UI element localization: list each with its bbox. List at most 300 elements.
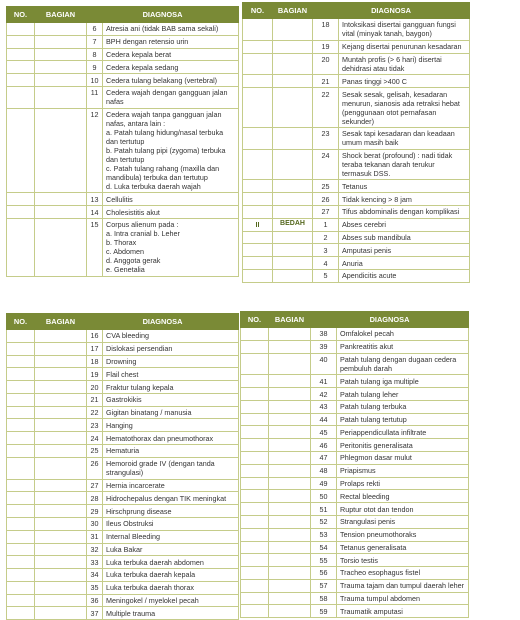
cell-no: [7, 479, 35, 492]
diagnosa-text: [103, 86, 239, 108]
diagnosa-text: [337, 426, 469, 439]
diagnosa-number: 6: [87, 23, 103, 36]
cell-no: [7, 406, 35, 419]
diagnosa-label: Drowning: [106, 356, 137, 366]
diagnosa-label: Hernia incarcerate: [106, 480, 165, 490]
header-no: NO.: [7, 314, 35, 330]
diagnosa-number: 36: [87, 594, 103, 607]
diagnosa-label: Hidrochepalus dengan TIK meningkat: [106, 493, 227, 503]
cell-bagian: [269, 413, 311, 426]
diagnosa-subitem: c. Abdomen: [106, 247, 144, 257]
diagnosa-subitem: a. Intra cranial b. Leher: [106, 229, 180, 239]
diagnosa-label: Priapismus: [340, 466, 376, 476]
cell-no: [243, 53, 273, 75]
table-row: [7, 445, 239, 458]
table-row: [7, 48, 239, 61]
cell-bagian: [269, 567, 311, 580]
cell-no: [7, 86, 35, 108]
diagnosa-label: Corpus alienum pada :: [106, 220, 179, 230]
cell-bagian: [35, 74, 87, 87]
cell-no: [243, 180, 273, 193]
diagnosa-label: Patah tulang iga multiple: [340, 376, 419, 386]
cell-no: [241, 541, 269, 554]
diagnosa-number: 24: [313, 149, 339, 180]
diagnosa-label: Panas tinggi >400 C: [342, 76, 407, 86]
cell-no: [243, 257, 273, 270]
diagnosa-label: Trauma tajam dan tumpul daerah leher: [340, 581, 464, 591]
cell-no: [241, 503, 269, 516]
table-row: [243, 244, 470, 257]
diagnosa-text: [103, 594, 239, 607]
header-no: NO.: [7, 7, 35, 23]
diagnosa-label: Cholesistitis akut: [106, 207, 160, 217]
diagnosa-text: [339, 231, 470, 244]
cell-bagian: [269, 400, 311, 413]
diagnosa-number: 18: [313, 19, 339, 41]
diagnosa-number: 58: [311, 592, 337, 605]
table-row: [7, 479, 239, 492]
diagnosa-label: Trauma tumpul abdomen: [340, 594, 421, 604]
cell-bagian: [269, 541, 311, 554]
header-diagnosa: DIAGNOSA: [311, 312, 469, 328]
diagnosa-number: 5: [313, 269, 339, 282]
cell-bagian: [35, 457, 87, 479]
diagnosa-label: Abses sub mandibula: [342, 232, 411, 242]
diagnosa-text: [103, 35, 239, 48]
diagnosa-label: Cellulitis: [106, 194, 133, 204]
diagnosa-number: 44: [311, 413, 337, 426]
table-row: [7, 393, 239, 406]
cell-bagian: [273, 53, 313, 75]
diagnosa-number: 39: [311, 340, 337, 353]
cell-bagian: [273, 193, 313, 206]
cell-bagian: [273, 149, 313, 180]
header-no: NO.: [241, 312, 269, 328]
table-header-row: [243, 3, 470, 19]
diagnosa-table-3: [6, 313, 239, 620]
table-row: [243, 88, 470, 128]
cell-no: [243, 149, 273, 180]
table-row: [241, 592, 469, 605]
diagnosa-number: 18: [87, 355, 103, 368]
diagnosa-text: [339, 218, 470, 231]
table-row: [7, 330, 239, 343]
cell-bagian: [35, 581, 87, 594]
diagnosa-text: [103, 505, 239, 518]
cell-bagian: BEDAH: [273, 218, 313, 231]
diagnosa-label: Luka Bakar: [106, 544, 143, 554]
diagnosa-text: [339, 257, 470, 270]
table-row: [7, 342, 239, 355]
table-row: [7, 206, 239, 219]
table-row: [7, 406, 239, 419]
diagnosa-number: 20: [313, 53, 339, 75]
diagnosa-label: Abses cerebri: [342, 220, 386, 230]
diagnosa-subitem: c. Patah tulang rahang (maxilla dan mandibula) terbuka dan tertutup: [106, 164, 220, 183]
diagnosa-label: Phlegmon dasar mulut: [340, 453, 412, 463]
cell-bagian: [35, 342, 87, 355]
cell-bagian: [269, 477, 311, 490]
table-row: [243, 206, 470, 219]
header-no: NO.: [243, 3, 273, 19]
cell-bagian: [35, 556, 87, 569]
diagnosa-text: [339, 193, 470, 206]
cell-no: [7, 492, 35, 505]
cell-bagian: [269, 353, 311, 375]
table-row: [7, 569, 239, 582]
diagnosa-label: Apendicitis acute: [342, 271, 397, 281]
cell-no: [7, 35, 35, 48]
table-row: [241, 328, 469, 341]
table-row: [241, 605, 469, 618]
diagnosa-number: 59: [311, 605, 337, 618]
cell-no: [243, 40, 273, 53]
cell-no: [241, 477, 269, 490]
table-row: [243, 193, 470, 206]
cell-no: [241, 528, 269, 541]
table-row: [7, 381, 239, 394]
header-bagian: BAGIAN: [35, 314, 87, 330]
diagnosa-text: [103, 206, 239, 219]
diagnosa-number: 51: [311, 503, 337, 516]
table-row: [241, 567, 469, 580]
diagnosa-number: 57: [311, 579, 337, 592]
cell-no: [243, 244, 273, 257]
diagnosa-label: Sesak tapi kesadaran dan keadaan umum masih baik: [342, 129, 455, 148]
cell-no: [241, 515, 269, 528]
cell-bagian: [273, 244, 313, 257]
diagnosa-text: [103, 492, 239, 505]
diagnosa-text: [337, 375, 469, 388]
cell-bagian: [269, 340, 311, 353]
diagnosa-text: [337, 328, 469, 341]
table-row: [243, 127, 470, 149]
cell-bagian: [269, 515, 311, 528]
cell-no: [7, 355, 35, 368]
diagnosa-number: 4: [313, 257, 339, 270]
diagnosa-text: [103, 517, 239, 530]
cell-bagian: [35, 406, 87, 419]
table-row: [243, 257, 470, 270]
diagnosa-number: 17: [87, 342, 103, 355]
table-row: [7, 419, 239, 432]
cell-bagian: [35, 86, 87, 108]
diagnosa-number: 29: [87, 505, 103, 518]
cell-bagian: [269, 528, 311, 541]
diagnosa-number: 34: [87, 569, 103, 582]
diagnosa-subitem: b. Thorax: [106, 238, 137, 248]
cell-bagian: [35, 479, 87, 492]
cell-no: [7, 569, 35, 582]
diagnosa-number: 16: [87, 330, 103, 343]
table-row: [241, 464, 469, 477]
diagnosa-label: Tidak kencing > 8 jam: [342, 194, 412, 204]
cell-no: II: [243, 218, 273, 231]
diagnosa-text: [103, 74, 239, 87]
diagnosa-text: [103, 543, 239, 556]
diagnosa-text: [103, 432, 239, 445]
cell-bagian: [269, 328, 311, 341]
diagnosa-label: Luka terbuka daerah thorax: [106, 583, 194, 593]
cell-bagian: [35, 23, 87, 36]
diagnosa-label: Pankreatitis akut: [340, 342, 394, 352]
diagnosa-text: [103, 530, 239, 543]
cell-no: [7, 594, 35, 607]
cell-bagian: [273, 231, 313, 244]
cell-no: [7, 543, 35, 556]
cell-bagian: [35, 61, 87, 74]
diagnosa-label: Gigitan binatang / manusia: [106, 408, 192, 418]
diagnosa-label: BPH dengan retensio urin: [106, 37, 189, 47]
cell-no: [241, 375, 269, 388]
diagnosa-label: Patah tulang leher: [340, 389, 399, 399]
cell-no: [7, 219, 35, 277]
cell-bagian: [35, 607, 87, 620]
cell-bagian: [35, 530, 87, 543]
cell-no: [243, 193, 273, 206]
diagnosa-number: 26: [87, 457, 103, 479]
diagnosa-text: [337, 592, 469, 605]
cell-no: [7, 505, 35, 518]
diagnosa-number: 22: [87, 406, 103, 419]
diagnosa-number: 53: [311, 528, 337, 541]
diagnosa-number: 32: [87, 543, 103, 556]
diagnosa-text: [103, 393, 239, 406]
cell-bagian: [35, 594, 87, 607]
cell-bagian: [35, 108, 87, 193]
table-row: [7, 355, 239, 368]
diagnosa-text: [103, 342, 239, 355]
cell-no: [7, 393, 35, 406]
diagnosa-text: [103, 445, 239, 458]
diagnosa-number: 42: [311, 388, 337, 401]
diagnosa-number: 1: [313, 218, 339, 231]
diagnosa-label: Cedera tulang belakang (vertebral): [106, 75, 218, 85]
diagnosa-number: 15: [87, 219, 103, 277]
diagnosa-label: Traumatik amputasi: [340, 606, 403, 616]
cell-bagian: [273, 180, 313, 193]
diagnosa-number: 37: [87, 607, 103, 620]
diagnosa-text: [103, 556, 239, 569]
table-row: [7, 607, 239, 620]
diagnosa-label: Cedera kepala berat: [106, 49, 172, 59]
cell-no: [241, 340, 269, 353]
cell-bagian: [35, 48, 87, 61]
diagnosa-sublist: [106, 128, 235, 191]
diagnosa-label: Internal Bleeding: [106, 532, 160, 542]
diagnosa-number: 41: [311, 375, 337, 388]
cell-no: [7, 330, 35, 343]
diagnosa-subitem: a. Patah tulang hidung/nasal terbuka dan tertutup: [106, 128, 224, 147]
diagnosa-label: Hanging: [106, 420, 133, 430]
cell-no: [7, 419, 35, 432]
diagnosa-label: Rectal bleeding: [340, 491, 390, 501]
diagnosa-number: 35: [87, 581, 103, 594]
cell-no: [241, 400, 269, 413]
diagnosa-number: 24: [87, 432, 103, 445]
cell-no: [7, 457, 35, 479]
diagnosa-number: 31: [87, 530, 103, 543]
cell-no: [241, 490, 269, 503]
diagnosa-number: 27: [87, 479, 103, 492]
table-header-row: [7, 314, 239, 330]
cell-bagian: [273, 88, 313, 128]
diagnosa-number: 22: [313, 88, 339, 128]
table-row: [7, 108, 239, 193]
diagnosa-text: [339, 75, 470, 88]
table-row: [243, 53, 470, 75]
diagnosa-number: 2: [313, 231, 339, 244]
diagnosa-text: [337, 413, 469, 426]
cell-bagian: [269, 503, 311, 516]
table-row: [241, 490, 469, 503]
table-row: [241, 388, 469, 401]
diagnosa-label: Hemoroid grade IV (dengan tanda strangulasi): [106, 459, 215, 478]
cell-bagian: [269, 375, 311, 388]
diagnosa-text: [337, 439, 469, 452]
table-row: [243, 180, 470, 193]
diagnosa-label: Anuria: [342, 258, 363, 268]
cell-no: [7, 432, 35, 445]
diagnosa-label: Amputasi penis: [342, 245, 392, 255]
diagnosa-number: 55: [311, 554, 337, 567]
diagnosa-text: [337, 528, 469, 541]
diagnosa-label: Intoksikasi disertai gangguan fungsi vital (minyak tanah, baygon): [342, 20, 456, 39]
cell-no: [7, 23, 35, 36]
table-row: [7, 86, 239, 108]
header-diagnosa: DIAGNOSA: [87, 7, 239, 23]
table-row: [241, 353, 469, 375]
cell-bagian: [35, 432, 87, 445]
diagnosa-text: [337, 554, 469, 567]
table-row: [241, 340, 469, 353]
cell-bagian: [35, 368, 87, 381]
cell-no: [241, 413, 269, 426]
cell-bagian: [273, 206, 313, 219]
header-bagian: BAGIAN: [269, 312, 311, 328]
cell-no: [7, 48, 35, 61]
diagnosa-text: [339, 149, 470, 180]
table-row: [7, 492, 239, 505]
diagnosa-number: 23: [87, 419, 103, 432]
cell-bagian: [35, 505, 87, 518]
table-row: [241, 541, 469, 554]
diagnosa-number: 38: [311, 328, 337, 341]
diagnosa-number: 21: [87, 393, 103, 406]
cell-bagian: [35, 393, 87, 406]
diagnosa-number: 47: [311, 452, 337, 465]
diagnosa-text: [337, 541, 469, 554]
diagnosa-text: [337, 567, 469, 580]
diagnosa-number: 9: [87, 61, 103, 74]
cell-no: [7, 206, 35, 219]
diagnosa-text: [103, 23, 239, 36]
cell-bagian: [35, 35, 87, 48]
diagnosa-subitem: e. Genetalia: [106, 265, 145, 275]
cell-no: [241, 464, 269, 477]
table-row: [241, 528, 469, 541]
table-header-row: [241, 312, 469, 328]
diagnosa-number: 7: [87, 35, 103, 48]
diagnosa-text: [337, 490, 469, 503]
diagnosa-label: Atresia ani (tidak BAB sama sekali): [106, 24, 219, 34]
cell-bagian: [273, 75, 313, 88]
cell-bagian: [269, 592, 311, 605]
diagnosa-text: [103, 569, 239, 582]
cell-bagian: [269, 579, 311, 592]
cell-bagian: [35, 355, 87, 368]
cell-no: [7, 342, 35, 355]
diagnosa-number: 49: [311, 477, 337, 490]
cell-bagian: [273, 40, 313, 53]
table-row: [7, 219, 239, 277]
table-row: [7, 581, 239, 594]
diagnosa-subitem: d. Luka terbuka daerah wajah: [106, 182, 201, 192]
table-row: [241, 400, 469, 413]
diagnosa-text: [339, 269, 470, 282]
header-diagnosa: DIAGNOSA: [313, 3, 470, 19]
diagnosa-text: [103, 193, 239, 206]
diagnosa-subitem: d. Anggota gerak: [106, 256, 161, 266]
table-row: [7, 61, 239, 74]
diagnosa-number: 28: [87, 492, 103, 505]
cell-no: [241, 452, 269, 465]
cell-bagian: [35, 206, 87, 219]
cell-bagian: [269, 452, 311, 465]
table-row: [243, 149, 470, 180]
diagnosa-label: Periappendicullata infiltrate: [340, 427, 427, 437]
diagnosa-label: Cedera wajah tanpa gangguan jalan nafas, antara lain :: [106, 110, 222, 129]
table-row: [7, 368, 239, 381]
cell-bagian: [269, 439, 311, 452]
cell-no: [241, 579, 269, 592]
table-row: [241, 515, 469, 528]
diagnosa-label: Tetanus generalisata: [340, 542, 407, 552]
diagnosa-text: [339, 180, 470, 193]
cell-no: [7, 530, 35, 543]
diagnosa-text: [103, 48, 239, 61]
diagnosa-label: Cedera wajah dengan gangguan jalan nafas: [106, 88, 228, 107]
cell-no: [7, 556, 35, 569]
diagnosa-label: Tetanus: [342, 181, 368, 191]
diagnosa-number: 12: [87, 108, 103, 193]
diagnosa-text: [339, 53, 470, 75]
diagnosa-number: 54: [311, 541, 337, 554]
diagnosa-label: Cedera kepala sedang: [106, 62, 179, 72]
diagnosa-number: 52: [311, 515, 337, 528]
diagnosa-text: [337, 340, 469, 353]
diagnosa-text: [339, 244, 470, 257]
cell-bagian: [269, 490, 311, 503]
diagnosa-text: [337, 353, 469, 375]
diagnosa-text: [103, 381, 239, 394]
diagnosa-label: Patah tulang tertutup: [340, 415, 407, 425]
diagnosa-text: [339, 19, 470, 41]
diagnosa-text: [339, 206, 470, 219]
diagnosa-label: Dislokasi persendian: [106, 344, 173, 354]
table-header-row: [7, 7, 239, 23]
table-row: [243, 231, 470, 244]
diagnosa-number: 30: [87, 517, 103, 530]
diagnosa-text: [337, 477, 469, 490]
diagnosa-number: 19: [313, 40, 339, 53]
diagnosa-label: Torsio testis: [340, 555, 378, 565]
cell-bagian: [35, 381, 87, 394]
diagnosa-number: 13: [87, 193, 103, 206]
table-row: [7, 23, 239, 36]
cell-no: [243, 127, 273, 149]
diagnosa-label: Muntah profis (> 6 hari) disertai dehidrasi atau tidak: [342, 54, 442, 73]
